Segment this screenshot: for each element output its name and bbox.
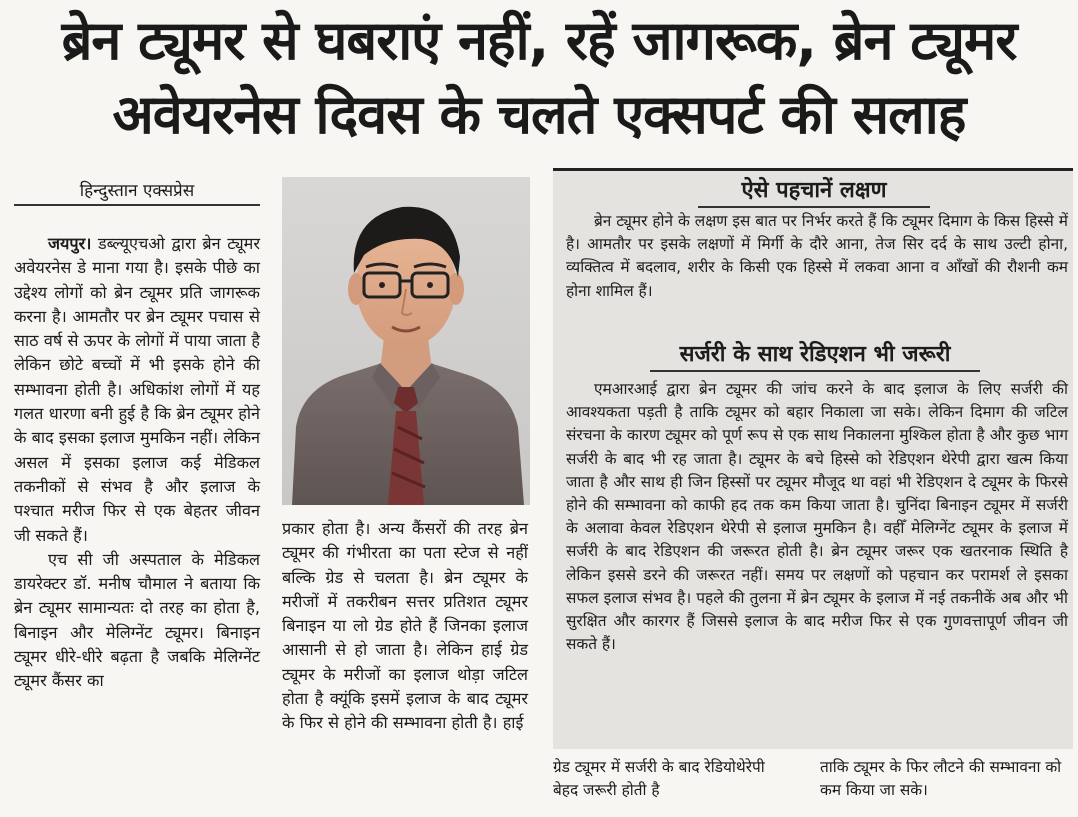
article-column-1	[14, 232, 260, 694]
byline: हिन्दुस्तान एक्सप्रेस	[14, 178, 260, 206]
headline-line-2: अवेयरनेस दिवस के चलते एक्सपर्ट की सलाह	[112, 83, 966, 146]
section-2-text: एमआरआई द्वारा ब्रेन ट्यूमर की जांच करने के बाद इलाज के लिए सर्जरी की आवश्यकता पड़ती है ताकि ट्यूमर को बहार निकाला जा सके। लेकिन दिमाग की जटिल संरचना के कारण ट्यूमर को पूर्ण रूप से एक साथ निकालना मुश्किल होता है और कुछ भाग सर्जरी के बाद भी रह जाता है। ट्यूमर के बचे हिस्से को रेडिएशन थेरेपी द्वारा खत्म किया जाता है और साथ ही जिन हिस्सों पर ट्यूमर मौजूद था वहां भी रेडिएशन दे ट्यूमर के फिरसे होने की सम्भावना को काफी हद तक कम किया जाता है। चुनिंदा बिनाइन ट्यूमर में सर्जरी के अलावा केवल रेडिएशन थेरेपी से इलाज मुमकिन है। वहीँ मेलिग्नेंट ट्यूमर के इलाज में सर्जरी के बाद रेडिएशन की जरूरत होती है। ब्रेन ट्यूमर जरूर एक खतरनाक स्थिति है लेकिन इससे डरने की जरूरत नहीं। समय पर लक्षणों को पहचान कर परामर्श ले इसका सफल इलाज संभव है। पहले की तुलना में ब्रेन ट्यूमर के इलाज में नई तकनीकें अब और भी सुरक्षित और कारगर हैं जिससे इलाज के बाद मरीज फिर से एक गुणवत्तापूर्ण जीवन जी सकते हैं।	[566, 380, 1068, 654]
section-1-text: ब्रेन ट्यूमर होने के लक्षण इस बात पर निर्भर करते हैं कि ट्यूमर दिमाग के किस हिस्से में है। आमतौर पर इसके लक्षणों में मिर्गी के दौरे आना, तेज सिर दर्द के साथ उल्टी होना, व्यक्तित्व में बदलाव, शरीर के किसी एक हिस्से में लकवा आना व आँखों की रौशनी कम होना शामिल हैं।	[566, 212, 1068, 300]
bottom-text-left: ग्रेड ट्यूमर में सर्जरी के बाद रेडियोथेरेपी बेहद जरूरी होती है	[553, 758, 765, 799]
paragraph-1-text: डब्ल्यूएचओ द्वारा ब्रेन ट्यूमर अवेयरनेस डे माना गया है। इसके पीछे का उद्देश्य लोगों को ब्रेन ट्यूमर प्रति जागरूक करना है। आमतौर पर ब्रेन ट्यूमर पचास से साठ वर्ष से ऊपर के लोगों में पाया जाता है लेकिन छोटे बच्चों में भी इसके होने की सम्भावना होती है। अधिकांश लोगों में यह गलत धारणा बनी हुई है कि ब्रेन ट्यूमर होने के बाद इसका इलाज मुमकिन नहीं। लेकिन असल में इसका इलाज कई मेडिकल तकनीकों से संभव है और इलाज के पश्चात मरीज फिर से एक बेहतर जीवन जी सकते हैं।	[14, 234, 260, 545]
article-column-2	[282, 517, 528, 736]
headline	[0, 4, 1078, 152]
bottom-text-right: ताकि ट्यूमर के फिर लौटने की सम्भावना को कम किया जा सके।	[820, 758, 1062, 799]
doctor-portrait-illustration	[282, 177, 530, 505]
paragraph-2: एच सी जी अस्पताल के मेडिकल डायरेक्टर डॉ. मनीष चौमाल ने बताया कि ब्रेन ट्यूमर सामान्यतः दो तरह का होता है, बिनाइन और मेलिग्नेंट ट्यूमर। बिनाइन ट्यूमर धीरे-धीरे बढ़ता है जबकि मेलिग्नेंट ट्यूमर कैंसर का	[14, 549, 260, 691]
section-1-heading: ऐसे पहचानें लक्षण	[698, 176, 930, 208]
headline-line-1: ब्रेन ट्यूमर से घबराएं नहीं, रहें जागरूक, ब्रेन ट्यूमर	[61, 9, 1017, 72]
paragraph-3: प्रकार होता है। अन्य कैंसरों की तरह ब्रेन ट्यूमर की गंभीरता का पता स्टेज से नहीं बल्कि ग्रेड से चलता है। ब्रेन ट्यूमर के मरीजों में तकरीबन सत्तर प्रतिशत ट्यूमर बिनाइन या लो ग्रेड होते हैं जिनका इलाज आसानी से हो जाता है। लेकिन हाई ग्रेड ट्यूमर के मरीजों का इलाज थोड़ा जटिल होता है क्यूंकि इसमें इलाज के बाद ट्यूमर के फिर से होने की सम्भावना होती है। हाई	[282, 519, 528, 733]
dateline: जयपुर।	[48, 234, 92, 253]
section-2-heading: सर्जरी के साथ रेडिएशन भी जरूरी	[650, 340, 980, 372]
paragraph-1	[14, 232, 260, 548]
doctor-photo	[282, 177, 530, 505]
